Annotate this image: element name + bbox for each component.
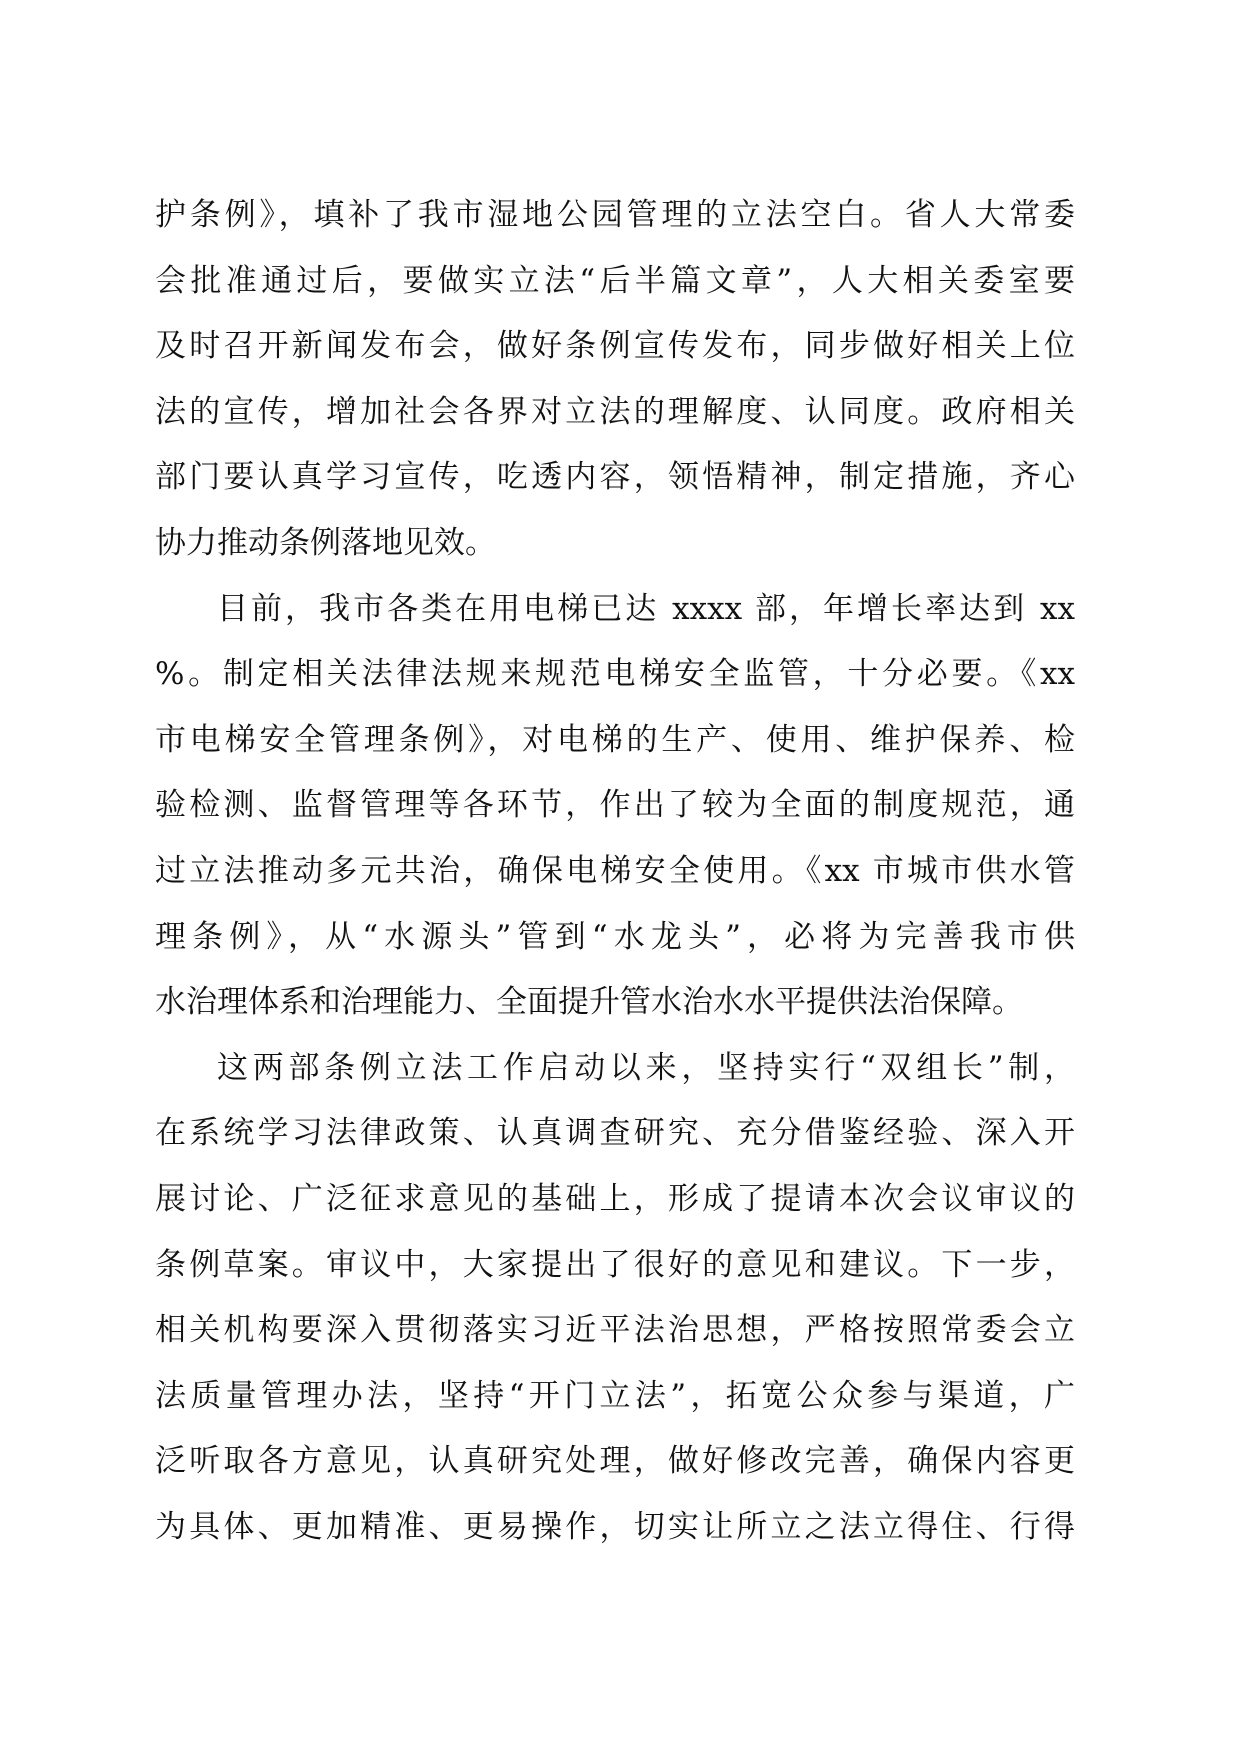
paragraph-1-line-5: 部门要认真学习宣传，吃透内容，领悟精神，制定措施，齐心 <box>155 459 1075 496</box>
paragraph-3-line-3: 展讨论、广泛征求意见的基础上，形成了提请本次会议审议的 <box>155 1180 1075 1217</box>
paragraph-2-line-6: 理条例》，从“水源头”管到“水龙头”，必将为完善我市供 <box>155 918 1075 955</box>
paragraph-3-line-8: 为具体、更加精准、更易操作，切实让所立之法立得住、行得 <box>155 1508 1075 1545</box>
paragraph-3-line-7: 泛听取各方意见，认真研究处理，做好修改完善，确保内容更 <box>155 1443 1075 1480</box>
paragraph-2-line-1: 目前，我市各类在用电梯已达 xxxx 部，年增长率达到 xx <box>217 590 1075 627</box>
paragraph-1-line-1: 护条例》，填补了我市湿地公园管理的立法空白。省人大常委 <box>155 197 1075 233</box>
document-body <box>155 183 1075 1560</box>
paragraph-1-line-6: 协力推动条例落地见效。 <box>155 524 496 561</box>
paragraph-3-line-6: 法质量管理办法，坚持“开门立法”，拓宽公众参与渠道，广 <box>155 1377 1075 1414</box>
paragraph-2-line-3: 市电梯安全管理条例》，对电梯的生产、使用、维护保养、检 <box>155 721 1075 758</box>
paragraph-3-line-1: 这两部条例立法工作启动以来，坚持实行“双组长”制， <box>217 1049 1075 1086</box>
paragraph-1-line-4: 法的宣传，增加社会各界对立法的理解度、认同度。政府相关 <box>155 393 1075 430</box>
paragraph-2-line-7: 水治理体系和治理能力、全面提升管水治水水平提供法治保障。 <box>155 984 1023 1021</box>
paragraph-2-line-2: %。制定相关法律法规来规范电梯安全监管，十分必要。《xx <box>155 656 1075 693</box>
paragraph-3-line-5: 相关机构要深入贯彻落实习近平法治思想，严格按照常委会立 <box>155 1312 1075 1349</box>
paragraph-1-line-3: 及时召开新闻发布会，做好条例宣传发布，同步做好相关上位 <box>155 328 1075 365</box>
paragraph-3-line-2: 在系统学习法律政策、认真调查研究、充分借鉴经验、深入开 <box>155 1115 1075 1152</box>
paragraph-2-line-5: 过立法推动多元共治，确保电梯安全使用。《xx 市城市供水管 <box>155 852 1075 889</box>
paragraph-1-line-2: 会批准通过后，要做实立法“后半篇文章”，人大相关委室要 <box>155 262 1075 299</box>
paragraph-3-line-4: 条例草案。审议中，大家提出了很好的意见和建议。下一步， <box>155 1246 1075 1283</box>
paragraph-2-line-4: 验检测、监督管理等各环节，作出了较为全面的制度规范，通 <box>155 787 1075 824</box>
